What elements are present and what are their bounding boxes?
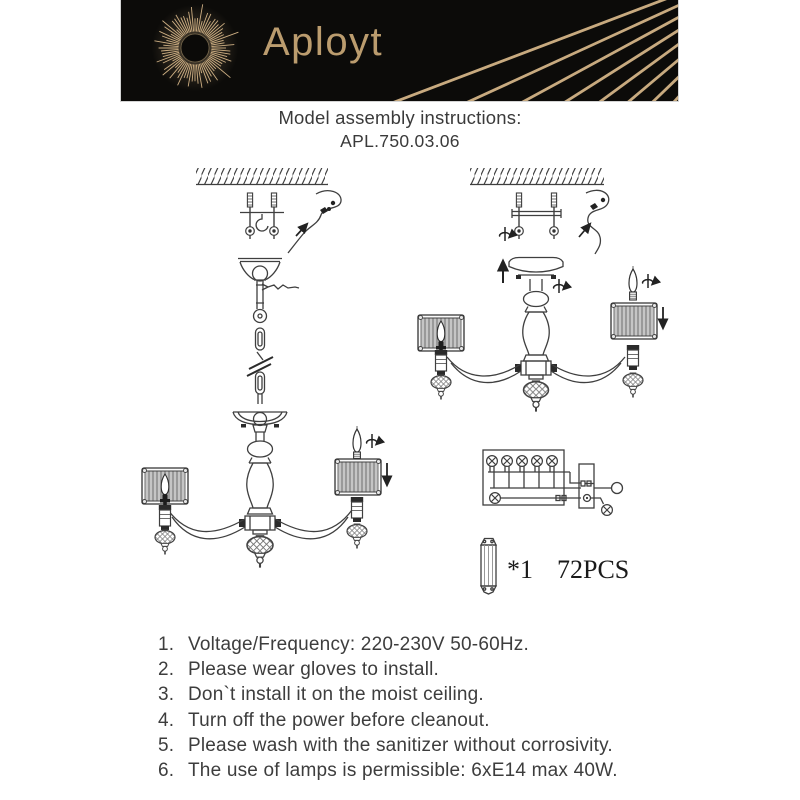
instructions-list <box>158 632 618 783</box>
item-text: Please wash with the sanitizer without corrosivity. <box>188 734 613 756</box>
arm-hub <box>515 361 557 379</box>
ceiling-hatch <box>470 168 604 185</box>
wire-connection <box>579 190 609 254</box>
left-candle-assembly <box>418 315 464 400</box>
center-column <box>523 279 550 361</box>
mounting-bracket <box>512 193 561 239</box>
instruction-item <box>158 657 618 682</box>
rotate-bulb-icon <box>643 274 653 288</box>
rotate-canopy-icon <box>554 279 564 293</box>
ceiling-canopy <box>509 258 563 280</box>
item-number: 3. <box>158 684 175 706</box>
rotate-bulb-icon <box>367 434 377 448</box>
instruction-item <box>158 733 618 758</box>
item-text: Turn off the power before cleanout. <box>188 709 490 731</box>
left-arm <box>447 357 521 383</box>
item-number: 5. <box>158 734 175 756</box>
ceiling-hatch <box>196 168 328 185</box>
crystal-quantity: 72PCS <box>557 555 630 584</box>
item-number: 4. <box>158 709 175 731</box>
diagram-hanging-mount <box>142 168 387 568</box>
crystal-part-figure <box>481 539 496 595</box>
rotate-screw-icon <box>500 227 510 241</box>
chandelier-top-plate <box>233 412 287 432</box>
right-arm <box>551 357 625 383</box>
canopy <box>238 259 299 323</box>
item-text: Don`t install it on the moist ceiling. <box>188 684 484 706</box>
item-number: 2. <box>158 659 175 681</box>
page-title: Model assembly instructions: <box>278 107 522 128</box>
instruction-item <box>158 682 618 707</box>
item-text: Please wear gloves to install. <box>188 659 440 681</box>
item-text: The use of lamps is permissible: 6xE14 max 40W. <box>188 760 618 782</box>
right-candle-assembly <box>611 266 663 398</box>
bottom-finial <box>247 536 273 568</box>
hanging-chain <box>247 328 273 404</box>
wire-connection <box>288 191 341 253</box>
item-text: Voltage/Frequency: 220-230V 50-60Hz. <box>188 634 529 655</box>
model-number: APL.750.03.06 <box>340 131 460 151</box>
item-number: 1. <box>158 634 175 655</box>
crystal-marker: *1 <box>507 555 533 584</box>
diagram-ceiling-mount <box>418 168 663 412</box>
center-column <box>247 432 274 514</box>
right-candle-assembly <box>335 426 387 549</box>
arm-hub <box>239 516 281 534</box>
bottom-finial <box>524 381 549 412</box>
left-arm <box>168 510 245 539</box>
item-number: 6. <box>158 760 175 782</box>
wiring-diagram <box>483 450 623 515</box>
instruction-item <box>158 708 618 733</box>
crystal-count-label <box>507 555 629 585</box>
right-arm <box>275 510 352 539</box>
instruction-item <box>158 758 618 783</box>
ceiling-hook <box>256 214 268 231</box>
left-candle-assembly <box>142 468 188 555</box>
brand-name: Aployt <box>263 20 384 64</box>
instruction-item <box>158 632 618 657</box>
